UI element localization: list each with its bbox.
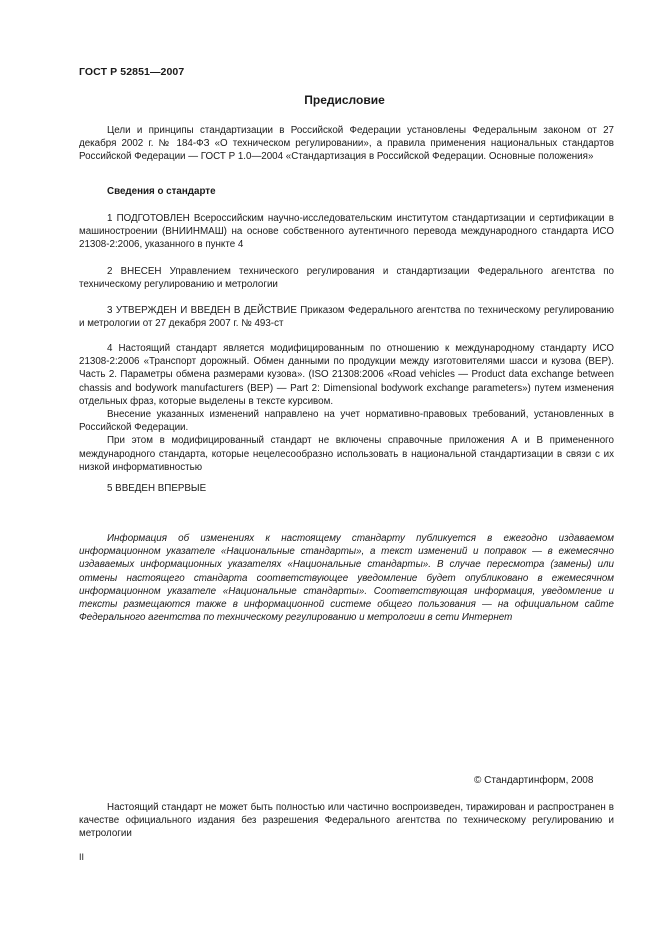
- footer-note-text: Настоящий стандарт не может быть полностью или частично воспроизведен, тиражирован и распространен в качестве официального издания без разрешения Федерального агентства по техническому регулированию и метрологии: [79, 802, 614, 840]
- footer-note-block: [79, 801, 614, 841]
- section-heading-block: [79, 185, 614, 198]
- document-code-header: ГОСТ Р 52851—2007: [79, 66, 185, 78]
- item-5-block: [79, 482, 614, 495]
- item-3-block: [79, 304, 614, 330]
- intro-text: Цели и принципы стандартизации в Российской Федерации установлены Федеральным законом от 27 декабря 2002 г. № 184-ФЗ «О техническом регулировании», а правила применения национальных стандартов Российской Федерации — ГОСТ Р 1.0—2004 «Стандартизация в Российской Федерации. Основные положения»: [79, 125, 614, 163]
- page-number: II: [79, 852, 85, 862]
- notice-block: [79, 532, 614, 624]
- item-3-text: 3 УТВЕРЖДЕН И ВВЕДЕН В ДЕЙСТВИЕ Приказом Федерального агентства по техническому регулированию и метрологии от 27 декабря 2007 г. № 493-ст: [79, 305, 614, 330]
- item-4-block: [79, 342, 614, 474]
- page-title: Предисловие: [304, 93, 385, 107]
- intro-paragraph: [79, 124, 614, 164]
- notice-text: Информация об изменениях к настоящему стандарту публикуется в ежегодно издаваемом информационном указателе «Национальные стандарты», а текст изменений и поправок — в ежемесячно издаваемых информационных указателях «Национальные стандарты». В случае пересмотра (замены) или отмены настоящего стандарта соответствующее уведомление будет опубликовано в ежемесячном информационном указателе «Национальные стандарты». Соответствующая информация, уведомление и тексты размещаются также в информационной системе общего пользования — на официальном сайте Федерального агентства по техническому регулированию и метрологии в сети Интернет: [79, 533, 614, 624]
- copyright-line: © Стандартинформ, 2008: [474, 775, 594, 786]
- item-2-text: 2 ВНЕСЕН Управлением технического регулирования и стандартизации Федерального агентства по техническому регулированию и метрологии: [79, 266, 614, 291]
- item-4-exclusion-text: При этом в модифицированный стандарт не включены справочные приложения А и В примененного международного стандарта, которые нецелесообразно использовать в национальной стандартизации в связи с их низкой информативностью: [79, 435, 614, 473]
- item-1-block: [79, 212, 614, 252]
- item-5-text: 5 ВВЕДЕН ВПЕРВЫЕ: [107, 483, 207, 494]
- item-2-block: [79, 265, 614, 291]
- item-1-text: 1 ПОДГОТОВЛЕН Всероссийским научно-исследовательским институтом стандартизации и сертификации в машиностроении (ВНИИНМАШ) на основе собственного аутентичного перевода международного стандарта ИСО 21308-2:2006, указанного в пункте 4: [79, 213, 614, 251]
- item-4-text: 4 Настоящий стандарт является модифицированным по отношению к международному стандарту ИСО 21308-2:2006 «Транспорт дорожный. Обмен данными по продукции между изготовителями шасси и кузова (BEP). Часть 2. Параметры обмена размерами кузова». (ISO 21308:2006 «Road vehicles — Product data exchange between chassis and bodywork manufacturers (BEP) — Part 2: Dimensional bodywork exchange parameters») путем изменения отдельных фраз, которые выделены в тексте курсивом.: [79, 343, 614, 407]
- item-4-amendment-text: Внесение указанных изменений направлено на учет нормативно-правовых требований, установленных в Российской Федерации.: [79, 409, 614, 434]
- section-heading: Сведения о стандарте: [107, 186, 216, 197]
